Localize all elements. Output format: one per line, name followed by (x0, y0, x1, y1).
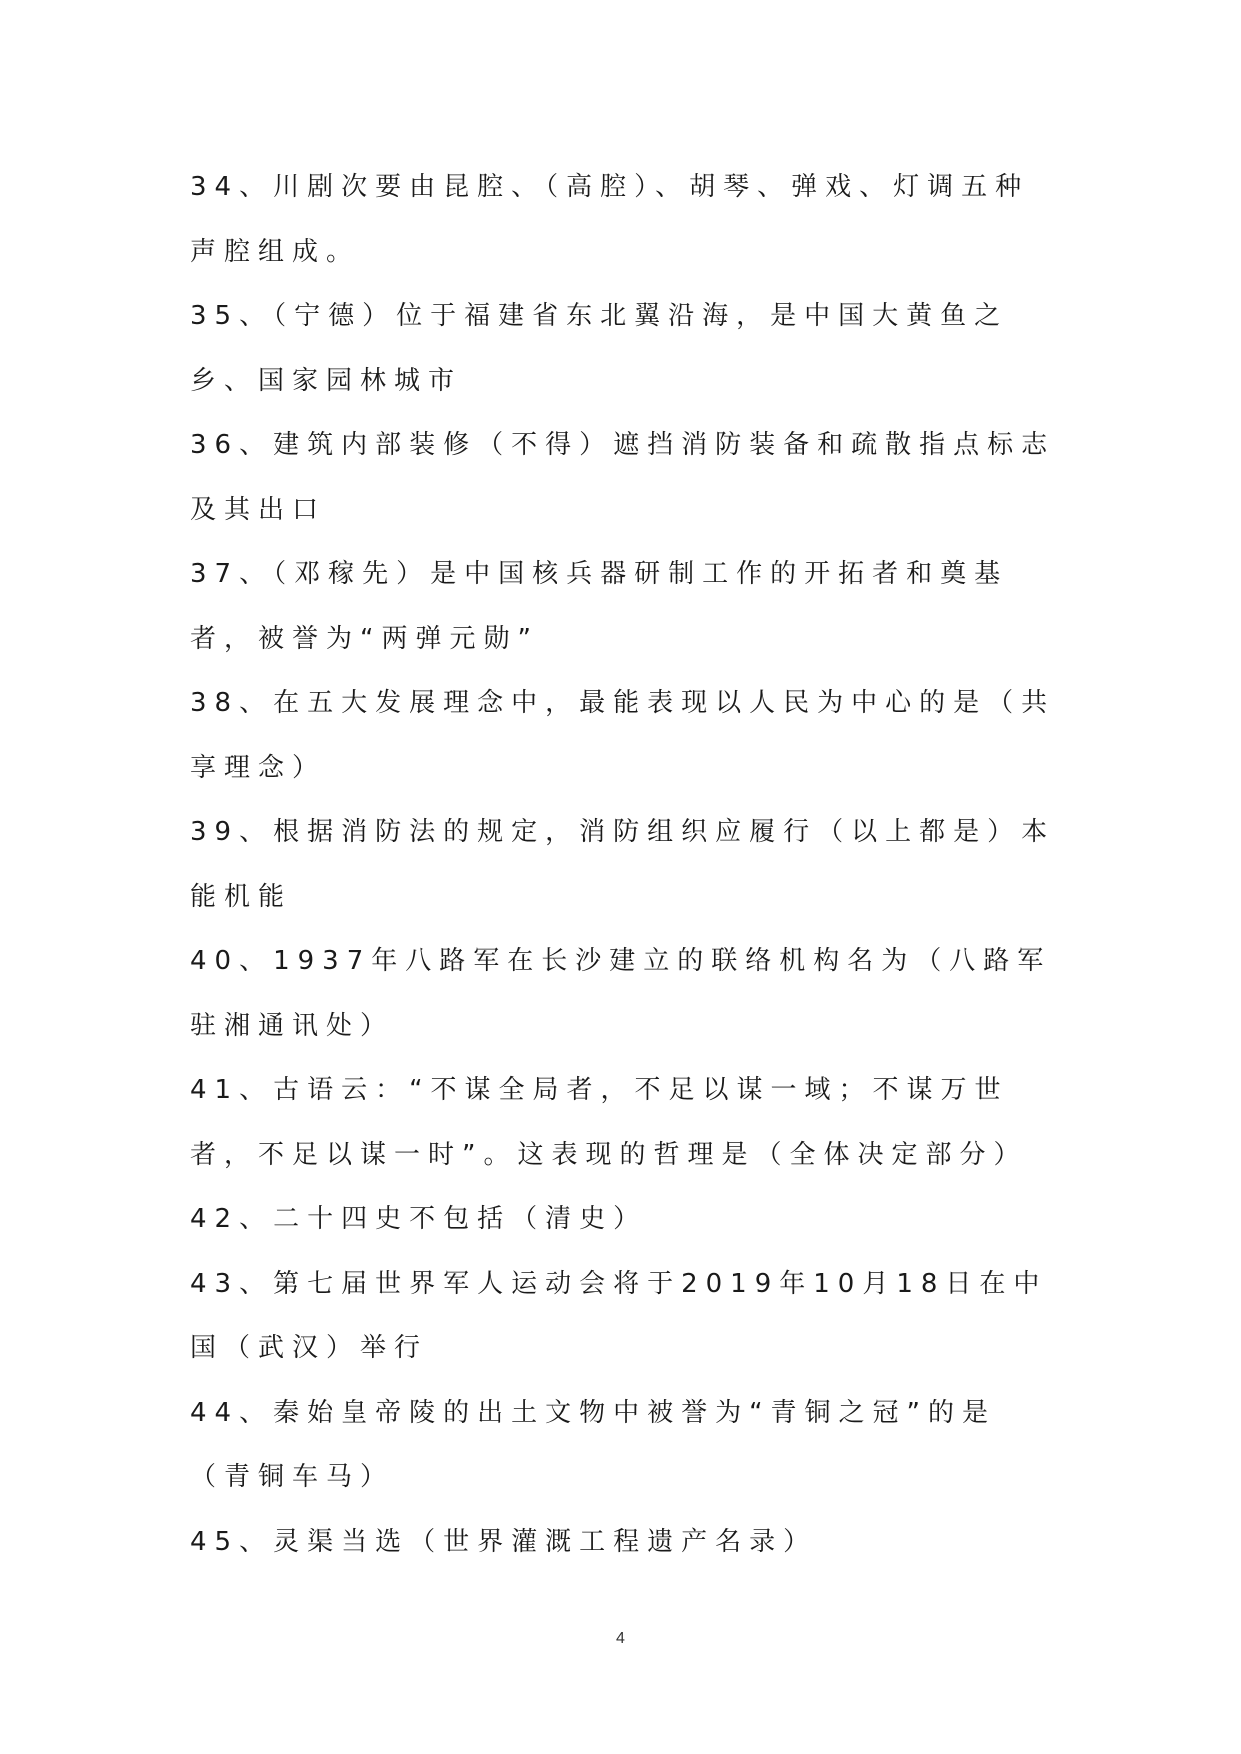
list-item: 39、根据消防法的规定，消防组织应履行（以上都是）本能机能 (190, 817, 1056, 912)
list-item: 44、秦始皇帝陵的出土文物中被誉为“青铜之冠”的是（青铜车马） (190, 1397, 997, 1492)
list-item: 37、（邓稼先）是中国核兵器研制工作的开拓者和奠基者，被誉为“两弹元勋” (190, 559, 1009, 654)
list-item: 40、1937年八路军在长沙建立的联络机构名为（八路军驻湘通讯处） (190, 946, 1052, 1041)
page-number: 4 (616, 1630, 625, 1647)
list-item: 45、灵渠当选（世界灌溉工程遗产名录） (190, 1526, 818, 1557)
list-item: 38、在五大发展理念中，最能表现以人民为中心的是（共享理念） (190, 688, 1056, 783)
list-item: 43、第七届世界军人运动会将于2019年10月18日在中国（武汉）举行 (190, 1268, 1048, 1363)
question-list (190, 155, 1060, 1574)
list-item: 35、（宁德）位于福建省东北翼沿海，是中国大黄鱼之乡、国家园林城市 (190, 301, 1009, 396)
list-item: 42、二十四史不包括（清史） (190, 1204, 648, 1234)
list-item: 41、古语云：“不谋全局者，不足以谋一域；不谋万世者，不足以谋一时”。这表现的哲理是（全体决定部分） (190, 1075, 1028, 1170)
list-item: 36、建筑内部装修（不得）遮挡消防装备和疏散指点标志及其出口 (190, 430, 1056, 525)
list-item: 34、川剧次要由昆腔、（高腔）、胡琴、弹戏、灯调五种声腔组成。 (190, 172, 1030, 267)
